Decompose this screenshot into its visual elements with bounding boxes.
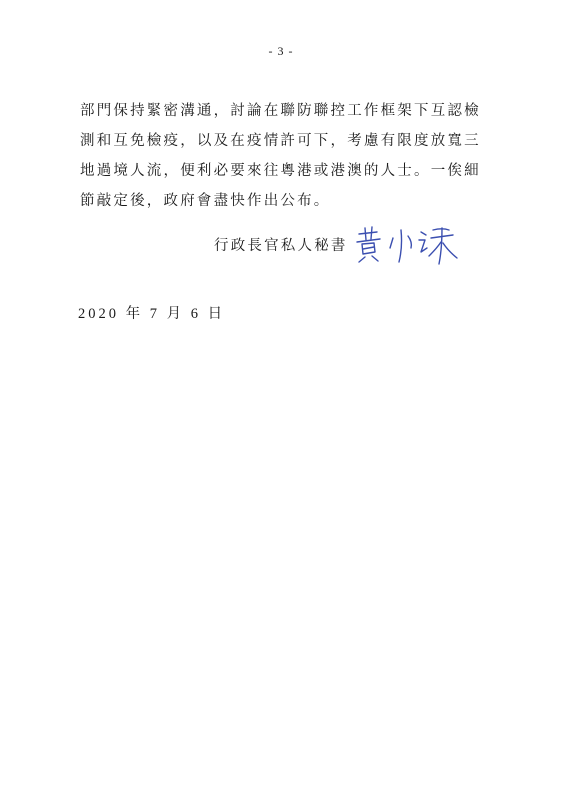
body-line-4: 節敲定後，政府會盡快作出公布。 <box>80 193 331 209</box>
signature-block <box>214 228 514 268</box>
body-line-3: 地過境人流，便利必要來往粵港或港澳的人士。一俟細 <box>80 163 481 179</box>
page-number: - 3 - <box>268 44 294 58</box>
signatory-title: 行政長官私人秘書 <box>214 238 348 254</box>
body-line-2: 測和互免檢疫，以及在疫情許可下，考慮有限度放寬三 <box>80 133 481 149</box>
document-date: 2020 年 7 月 6 日 <box>78 306 226 322</box>
body-line-1: 部門保持緊密溝通，討論在聯防聯控工作框架下互認檢 <box>80 103 481 119</box>
handwritten-signature <box>353 224 463 266</box>
body-paragraph <box>80 96 500 216</box>
